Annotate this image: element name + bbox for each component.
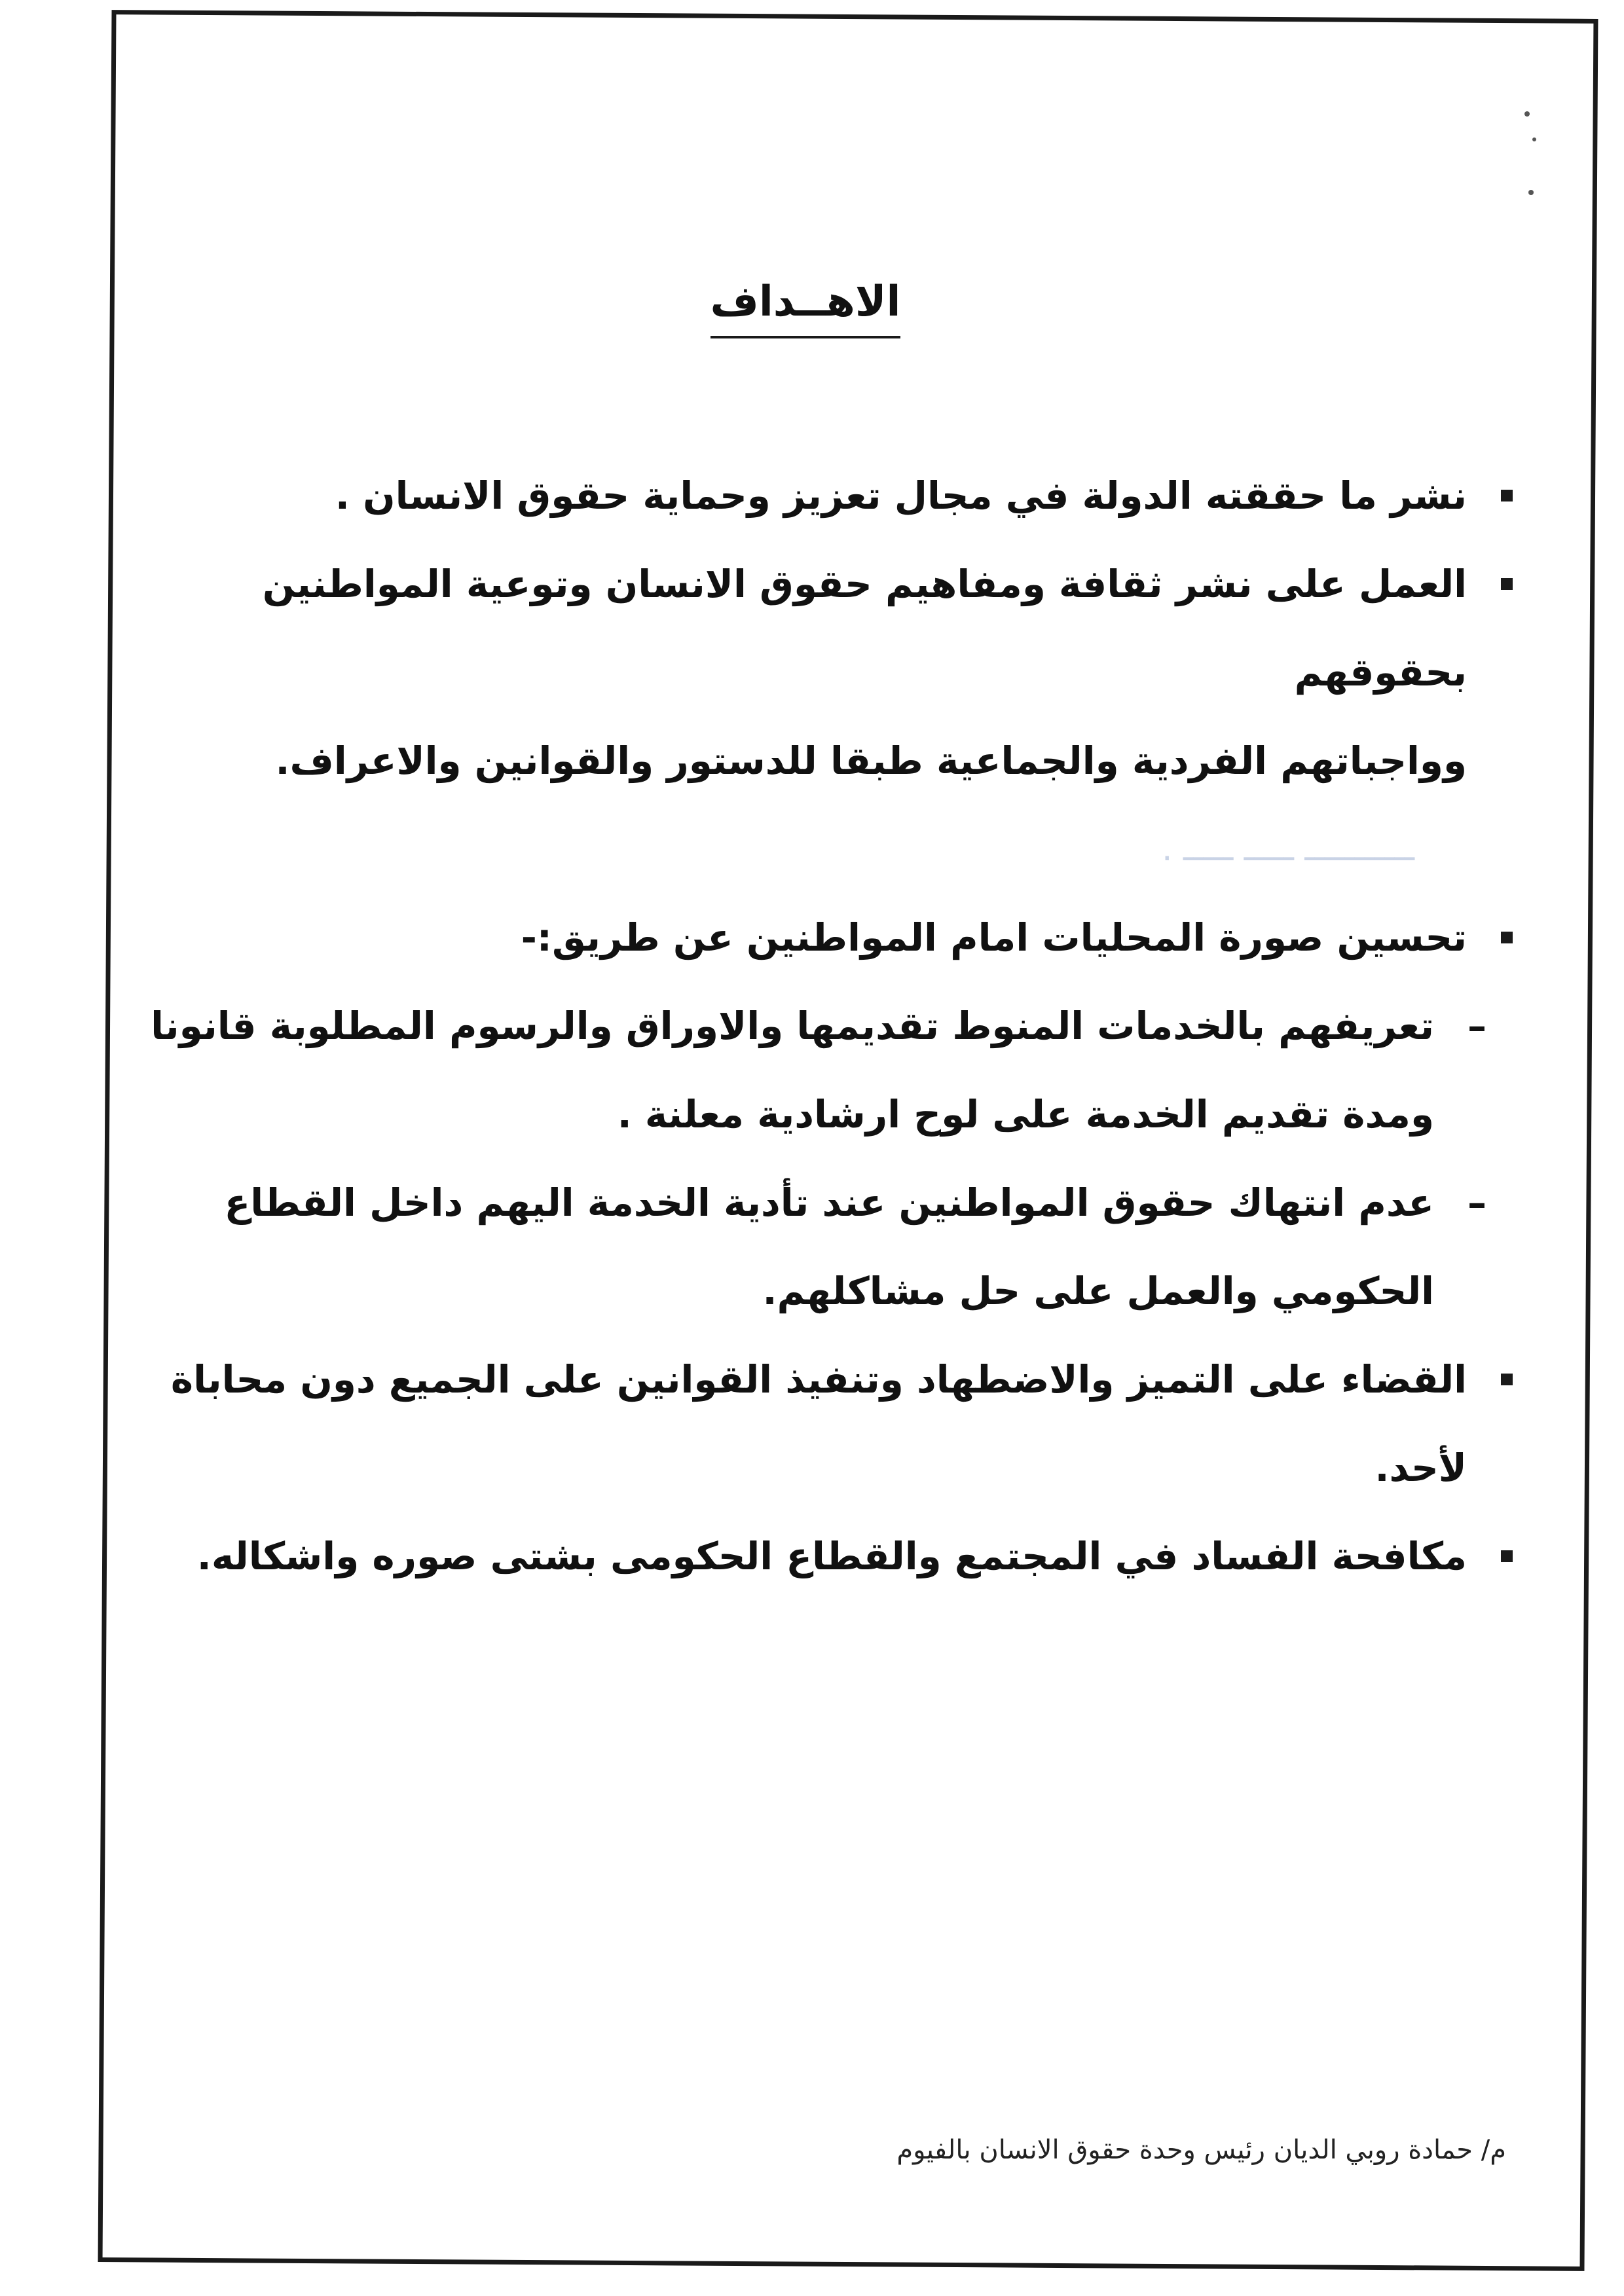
objective-item <box>98 452 1513 540</box>
item-line: الحكومي والعمل على حل مشاكلهم. <box>762 1269 1434 1313</box>
square-bullet-icon <box>1501 1374 1513 1385</box>
square-bullet-icon <box>1501 490 1513 501</box>
item-line: تعريفهم بالخدمات المنوط تقديمها والاوراق والرسوم المطلوبة قانونا <box>151 1004 1434 1048</box>
item-line: وواجباتهم الفردية والجماعية طبقا للدستور والقوانين والاعراف. <box>275 738 1467 783</box>
square-bullet-icon <box>1501 578 1513 590</box>
objective-item <box>98 894 1513 982</box>
item-line: نشر ما حققته الدولة في مجال تعزيز وحماية حقوق الانسان . <box>335 473 1467 518</box>
title-text: الاهــداف <box>710 275 901 338</box>
item-line: ومدة تقديم الخدمة على لوح ارشادية معلنة . <box>617 1092 1434 1137</box>
item-line: تحسين صورة المحليات امام المواطنين عن طريق:- <box>521 915 1467 960</box>
page-title <box>98 275 1513 338</box>
objectives-list <box>98 452 1513 1601</box>
signature-footer: م/ حمادة روبي الديان رئيس وحدة حقوق الانسان بالفيوم <box>896 2135 1506 2165</box>
dash-bullet-icon: – <box>1467 1180 1486 1225</box>
item-line: القضاء على التميز والاضطهاد وتنفيذ القوانين على الجميع دون محاباة <box>170 1357 1467 1402</box>
scan-specks <box>1519 111 1545 210</box>
item-line: مكافحة الفساد في المجتمع والقطاع الحكومى بشتى صوره واشكاله. <box>196 1534 1467 1578</box>
item-line: لأحد. <box>1375 1446 1467 1490</box>
item-line: ـــــــــــ ـــــ ـــــ . <box>1161 829 1414 869</box>
faint-erased-line <box>98 805 1513 894</box>
sub-objective-item <box>98 1159 1513 1336</box>
sub-objective-item <box>98 982 1513 1159</box>
square-bullet-icon <box>1501 932 1513 943</box>
item-line: عدم انتهاك حقوق المواطنين عند تأدية الخدمة اليهم داخل القطاع <box>224 1180 1434 1225</box>
item-line: العمل على نشر ثقافة ومفاهيم حقوق الانسان وتوعية المواطنين بحقوقهم <box>262 562 1467 695</box>
dash-bullet-icon: – <box>1467 1004 1486 1048</box>
objective-item <box>98 1512 1513 1601</box>
square-bullet-icon <box>1501 1550 1513 1562</box>
objective-item <box>98 540 1513 805</box>
objective-item <box>98 1336 1513 1512</box>
document-body <box>98 0 1513 2296</box>
